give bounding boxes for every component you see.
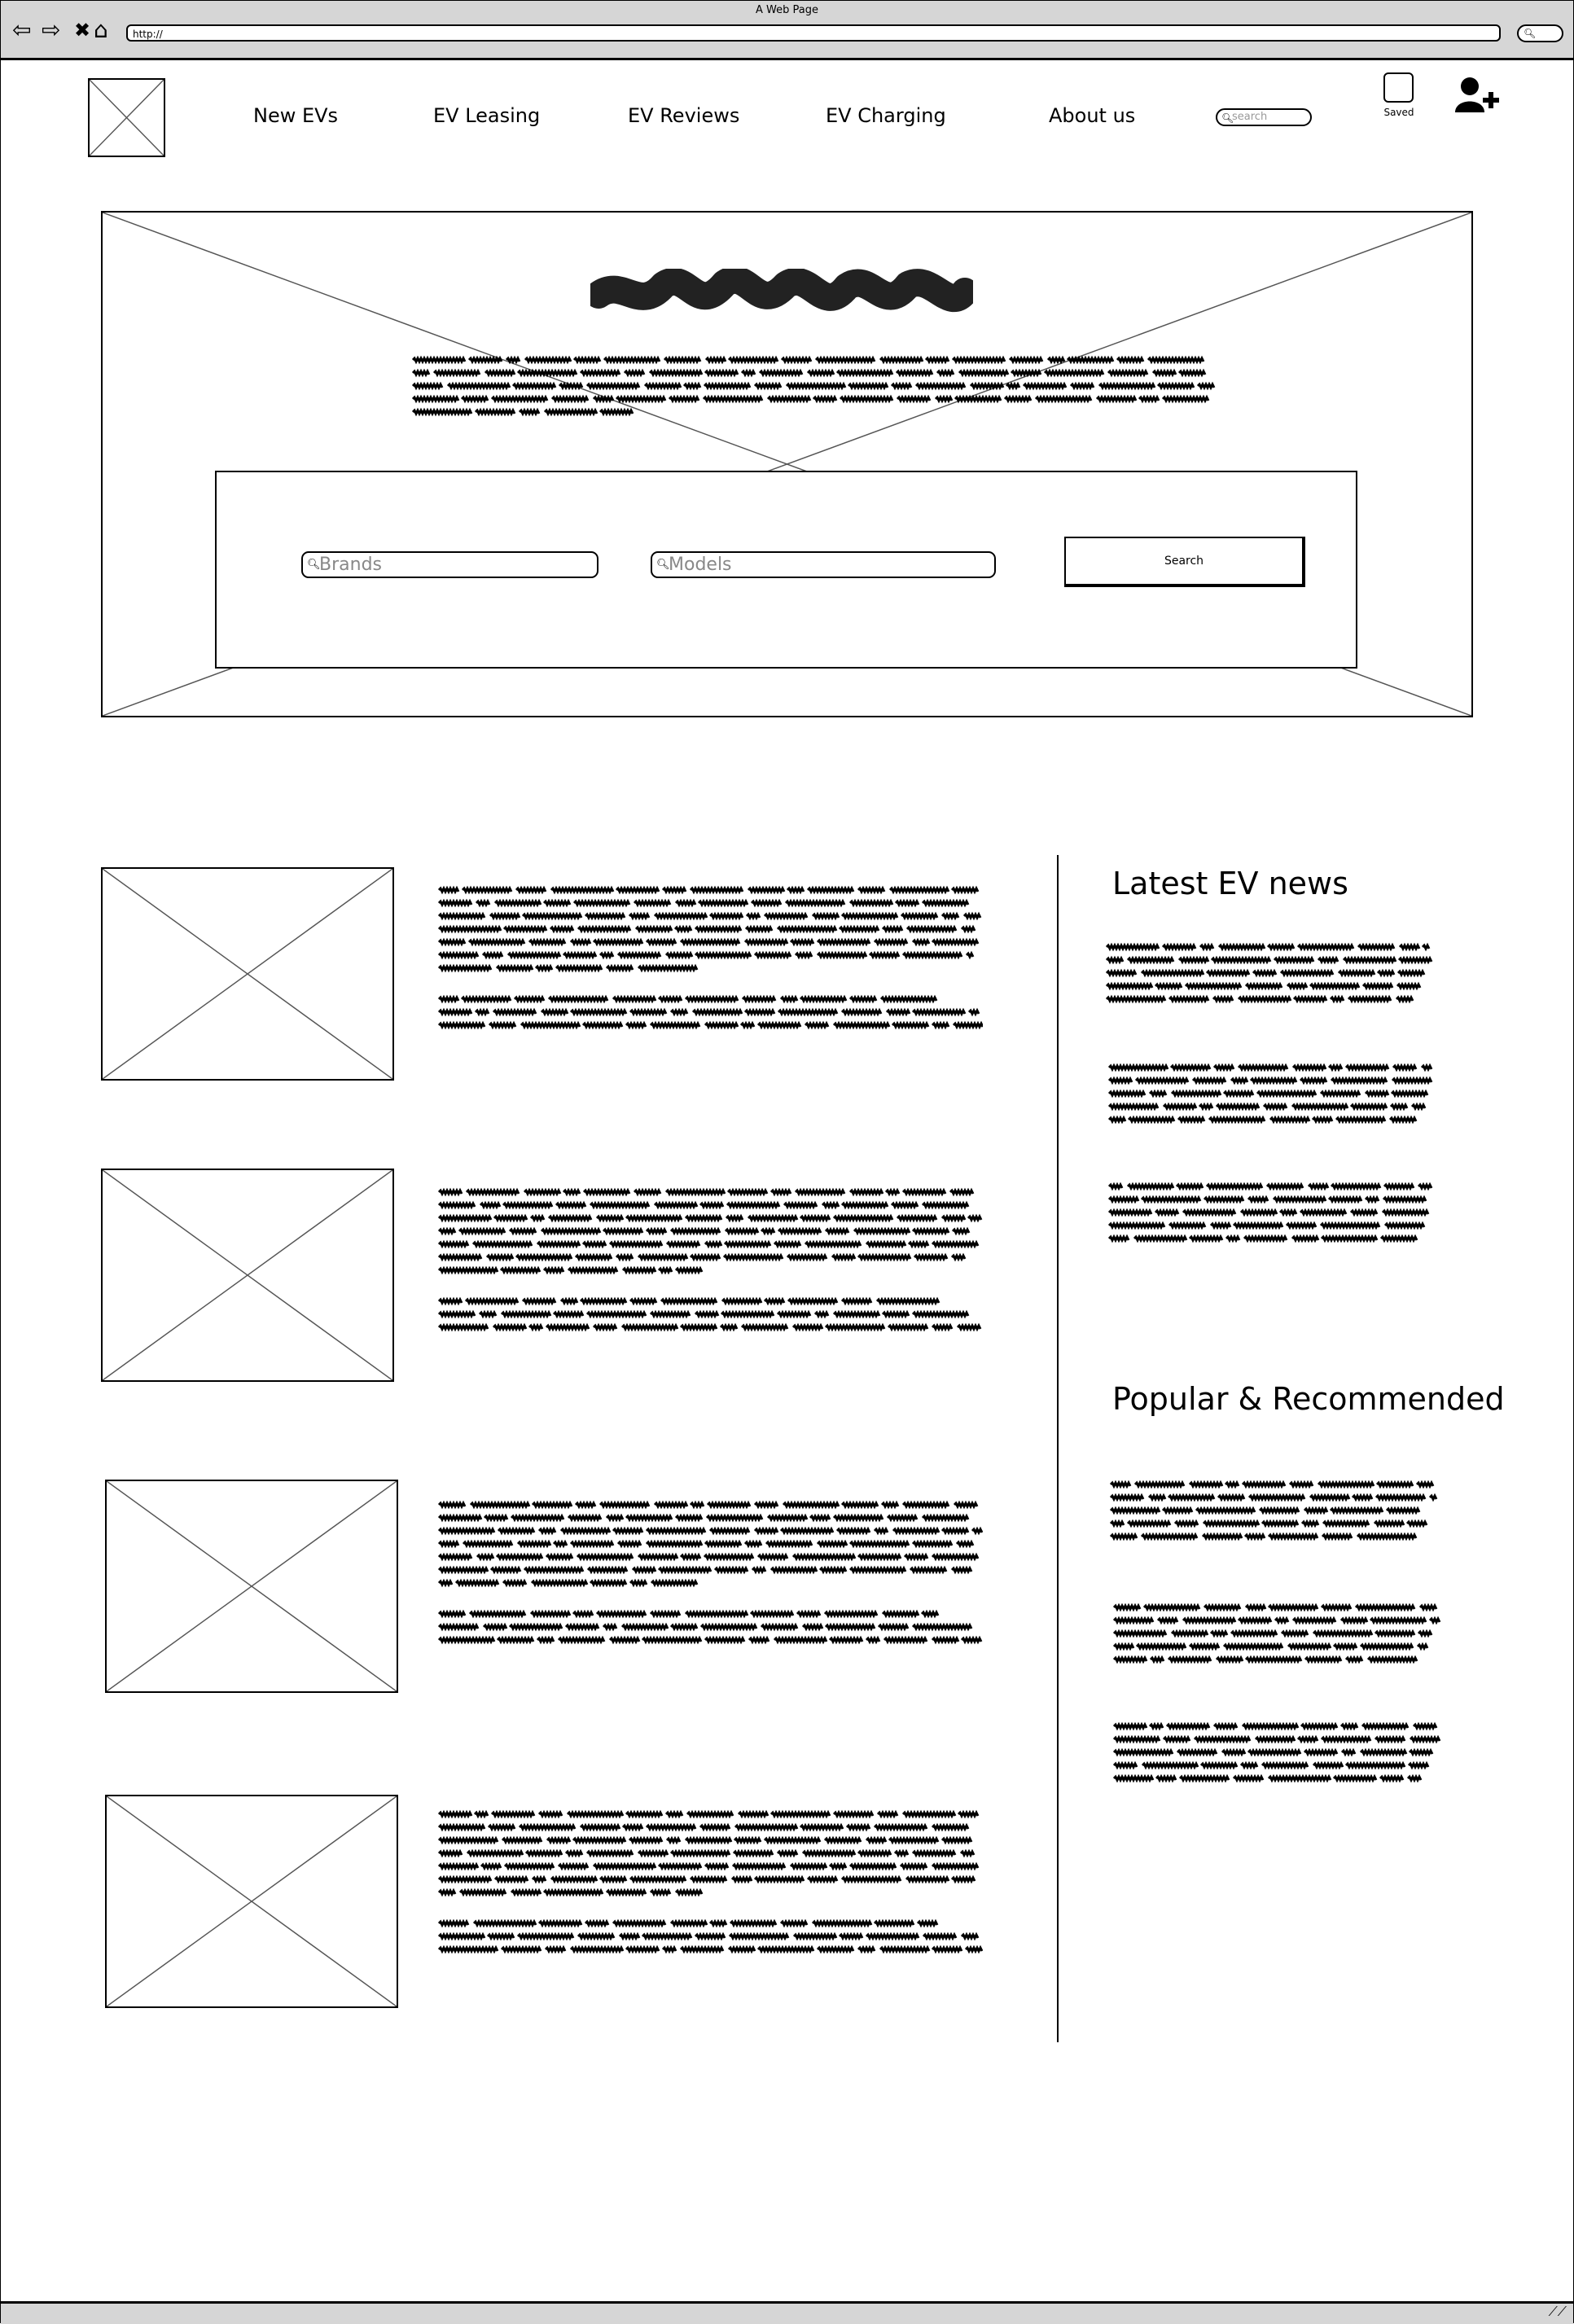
search-icon: 🔍︎ <box>1524 28 1537 39</box>
article-image[interactable] <box>101 867 394 1081</box>
recommended-item-scribble[interactable] <box>1112 1603 1446 1668</box>
search-button[interactable]: Search <box>1064 537 1305 587</box>
site-search-input[interactable]: 🔍︎ search <box>1216 108 1312 126</box>
search-icon: 🔍︎ <box>1221 112 1234 124</box>
forward-arrow-icon[interactable]: ⇨ <box>42 16 61 43</box>
window-title: A Web Page <box>756 4 818 16</box>
browser-search-button[interactable] <box>1517 24 1563 42</box>
popular-recommended-title: Popular & Recommended <box>1112 1381 1505 1417</box>
browser-status-bar <box>1 2301 1573 2324</box>
search-panel <box>215 471 1357 669</box>
add-user-icon[interactable] <box>1453 77 1501 116</box>
nav-ev-leasing[interactable]: EV Leasing <box>433 104 541 127</box>
url-bar[interactable]: http:// <box>126 24 1501 42</box>
search-icon: 🔍︎ <box>307 559 321 571</box>
hero-title-scribble <box>590 269 973 326</box>
column-divider <box>1057 855 1059 2042</box>
recommended-item-scribble[interactable] <box>1109 1480 1443 1545</box>
nav-new-evs[interactable]: New EVs <box>253 104 339 127</box>
nav-ev-charging[interactable]: EV Charging <box>826 104 946 127</box>
news-item-scribble[interactable] <box>1107 1063 1441 1128</box>
article-text-scribble <box>437 885 983 1036</box>
latest-news-title: Latest EV news <box>1112 866 1348 901</box>
nav-about-us[interactable]: About us <box>1049 104 1136 127</box>
home-icon[interactable]: ⌂ <box>94 16 108 43</box>
article-image[interactable] <box>105 1480 398 1693</box>
news-item-scribble[interactable] <box>1107 1182 1441 1247</box>
nav-ev-reviews[interactable]: EV Reviews <box>628 104 740 127</box>
article-text-scribble <box>437 1187 983 1338</box>
saved-label: Saved <box>1383 107 1414 118</box>
back-arrow-icon[interactable]: ⇦ <box>12 16 32 43</box>
saved-checkbox[interactable] <box>1383 72 1414 103</box>
resize-handle-icon[interactable]: ⟋⟋ <box>1548 2304 1567 2319</box>
article-image[interactable] <box>105 1795 398 2008</box>
article-image[interactable] <box>101 1169 394 1382</box>
hero-description-scribble <box>411 355 1217 420</box>
recommended-item-scribble[interactable] <box>1112 1721 1446 1787</box>
brands-field[interactable]: 🔍︎ Brands <box>301 551 598 578</box>
article-text-scribble <box>437 1809 983 1960</box>
close-icon[interactable]: ✖ <box>74 19 91 42</box>
news-item-scribble[interactable] <box>1105 942 1439 1007</box>
site-logo[interactable] <box>88 78 165 157</box>
models-field[interactable]: 🔍︎ Models <box>651 551 996 578</box>
browser-toolbar <box>1 1 1573 60</box>
search-icon: 🔍︎ <box>656 559 670 571</box>
article-text-scribble <box>437 1500 983 1651</box>
